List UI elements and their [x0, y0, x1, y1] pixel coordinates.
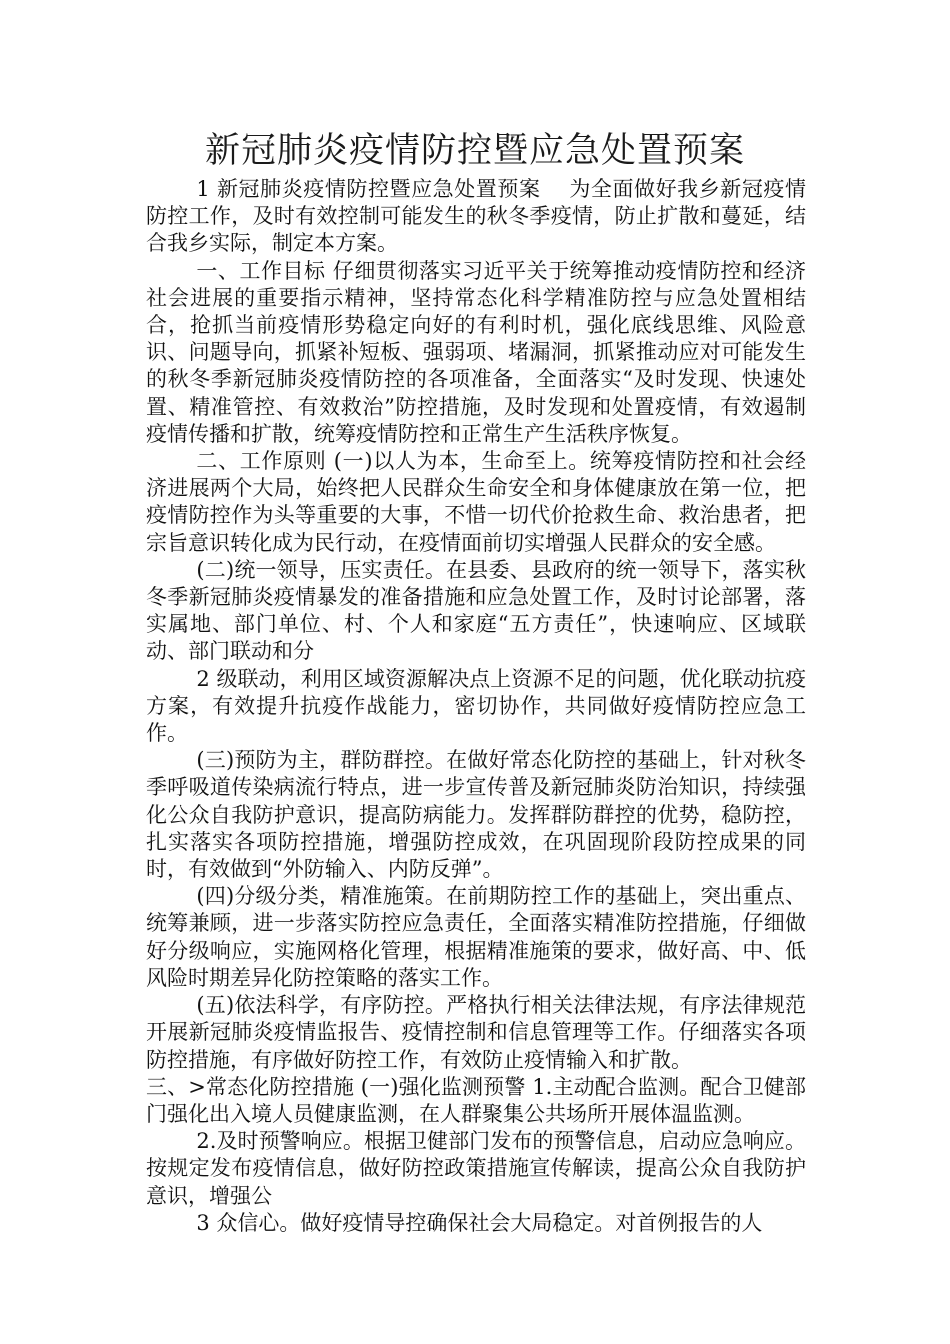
paragraph-joint-action: 2 级联动，利用区域资源解决点上资源不足的问题，优化联动抗疫方案，有效提升抗疫作战能力，密切协作，共同做好疫情防控应急工作。 — [146, 666, 806, 746]
paragraph-work-principle-4: (四)分级分类，精准施策。在前期防控工作的基础上，突出重点、统筹兼顾，进一步落实防控应急责任，全面落实精准防控措施，仔细做好分级响应，实施网格化管理，根据精准施策的要求，做好高、中、低风险时期差异化防控策略的落实工作。 — [146, 884, 806, 990]
document-body — [146, 176, 806, 1237]
paragraph-early-warning: 2.及时预警响应。根据卫健部门发布的预警信息，启动应急响应。按规定发布疫情信息，做好防控政策措施宣传解读，提高公众自我防护意识，增强公 — [146, 1129, 806, 1208]
paragraph-work-principle-1: 二、工作原则 (一)以人为本，生命至上。统筹疫情防控和社会经济进展两个大局，始终把人民群众生命安全和身体健康放在第一位，把疫情防控作为头等重要的大事，不惜一切代价抢救生命、救治患者，把宗旨意识转化成为民行动，在疫情面前切实增强人民群众的安全感。 — [146, 449, 806, 555]
paragraph-intro: 1 新冠肺炎疫情防控暨应急处置预案 为全面做好我乡新冠疫情防控工作，及时有效控制可能发生的秋冬季疫情，防止扩散和蔓延，结合我乡实际，制定本方案。 — [146, 177, 806, 256]
paragraph-work-principle-2: (二)统一领导，压实责任。在县委、县政府的统一领导下，落实秋冬季新冠肺炎疫情暴发的准备措施和应急处置工作，及时讨论部署，落实属地、部门单位、村、个人和家庭“五方责任”，快速响应、区域联动、部门联动和分 — [146, 557, 806, 664]
paragraph-public-confidence: 3 众信心。做好疫情导控确保社会大局稳定。对首例报告的人 — [196, 1210, 763, 1235]
paragraph-work-goal: 一、工作目标 仔细贯彻落实习近平关于统筹推动疫情防控和经济社会进展的重要指示精神，坚持常态化科学精准防控与应急处置相结合，抢抓当前疫情形势稳定向好的有利时机，强化底线思维、风险意识、问题导向，抓紧补短板、强弱项、堵漏洞，抓紧推动应对可能发生的秋冬季新冠肺炎疫情防控的各项准备，全面落实“及时发现、快速处置、精准管控、有效救治”防控措施，及时发现和处置疫情，有效遏制疫情传播和扩散，统筹疫情防控和正常生产生活秩序恢复。 — [146, 258, 806, 446]
paragraph-work-principle-3: (三)预防为主，群防群控。在做好常态化防控的基础上，针对秋冬季呼吸道传染病流行特点，进一步宣传普及新冠肺炎防治知识，持续强化公众自我防护意识，提高防病能力。发挥群防群控的优势，稳防控，扎实落实各项防控措施，增强防控成效，在巩固现阶段防控成果的同时，有效做到“外防输入、内防反弹”。 — [146, 748, 806, 882]
document-title: 新冠肺炎疫情防控暨应急处置预案 — [204, 131, 745, 171]
paragraph-routine-measures: 三、>常态化防控措施 (一)强化监测预警 1.主动配合监测。配合卫健部门强化出入境人员健康监测，在人群聚集公共场所开展体温监测。 — [146, 1074, 806, 1126]
paragraph-work-principle-5: (五)依法科学，有序防控。严格执行相关法律法规，有序法律规范开展新冠肺炎疫情监报告、疫情控制和信息管理等工作。仔细落实各项防控措施，有序做好防控工作，有效防止疫情输入和扩散。 — [146, 993, 806, 1072]
